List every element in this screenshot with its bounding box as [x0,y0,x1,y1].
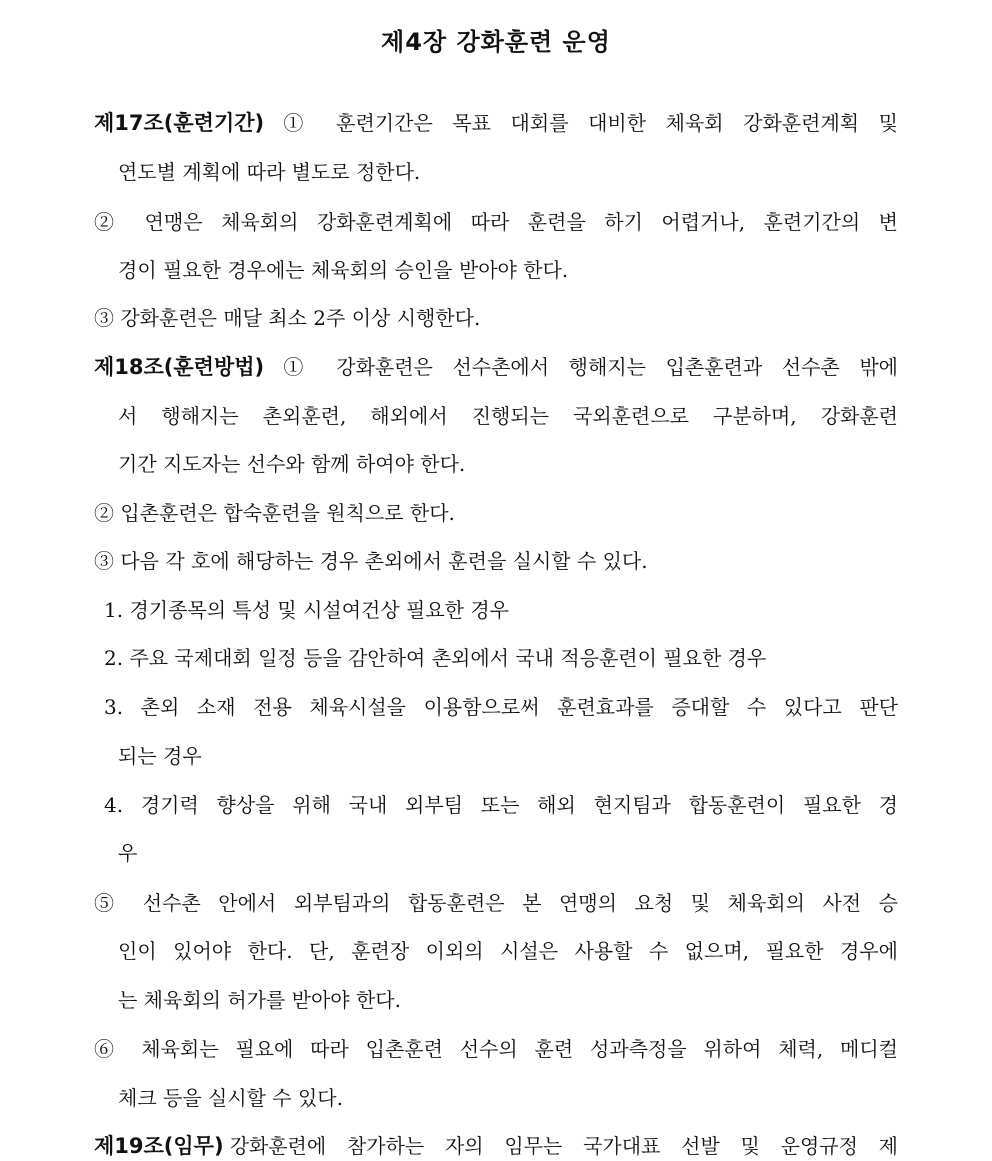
article-17-para-2: ② 연맹은 체육회의 강화훈련계획에 따라 훈련을 하기 어렵거나, 훈련기간의 변 [94,210,898,234]
article-19-para-1-text: 강화훈련에 참가하는 자의 임무는 국가대표 선발 및 운영규정 제 [229,1134,898,1158]
article-18-item-4-cont: 우 [118,841,138,865]
article-18-para-2: ② 입촌훈련은 합숙훈련을 원칙으로 한다. [94,501,455,525]
article-17-para-3: ③ 강화훈련은 매달 최소 2주 이상 시행한다. [94,306,481,330]
chapter-title: 제4장 강화훈련 운영 [381,28,611,56]
article-18-para-5-cont-1: 인이 있어야 한다. 단, 훈련장 이외의 시설은 사용할 수 없으며, 필요한 경우에 [118,939,898,963]
article-18-para-1-cont-1: 서 행해지는 촌외훈련, 해외에서 진행되는 국외훈련으로 구분하며, 강화훈련 [118,404,898,428]
article-18-item-3: 3. 촌외 소재 전용 체육시설을 이용함으로써 훈련효과를 증대할 수 있다고 판단 [104,695,898,719]
article-17-heading: 제17조(훈련기간) [94,111,265,135]
article-18-para-3: ③ 다음 각 호에 해당하는 경우 촌외에서 훈련을 실시할 수 있다. [94,549,648,573]
article-18-item-2: 2. 주요 국제대회 일정 등을 감안하여 촌외에서 국내 적응훈련이 필요한 경우 [104,646,767,670]
article-18-para-5: ⑤ 선수촌 안에서 외부팀과의 합동훈련은 본 연맹의 요청 및 체육회의 사전 승 [94,891,898,915]
article-18-para-6: ⑥ 체육회는 필요에 따라 입촌훈련 선수의 훈련 성과측정을 위하여 체력, 메디컬 [94,1037,898,1061]
article-18-para-6-cont: 체크 등을 실시할 수 있다. [118,1086,343,1110]
article-19-heading: 제19조(임무) [94,1134,224,1158]
article-17-para-1-text: ① 훈련기간은 목표 대회를 대비한 체육회 강화훈련계획 및 [270,111,898,135]
article-19-line-1 [94,1131,898,1161]
article-17-para-2-cont: 경이 필요한 경우에는 체육회의 승인을 받아야 한다. [118,258,569,282]
article-17-line-1 [94,108,898,138]
article-18-item-1: 1. 경기종목의 특성 및 시설여건상 필요한 경우 [104,598,509,622]
article-18-para-1-text: ① 강화훈련은 선수촌에서 행해지는 입촌훈련과 선수촌 밖에 [270,355,898,379]
article-18-para-5-cont-2: 는 체육회의 허가를 받아야 한다. [118,988,401,1012]
article-17-para-1-cont: 연도별 계획에 따라 별도로 정한다. [118,160,421,184]
article-18-para-1-cont-2: 기간 지도자는 선수와 함께 하여야 한다. [118,452,466,476]
article-18-item-4: 4. 경기력 향상을 위해 국내 외부팀 또는 해외 현지팀과 합동훈련이 필요한 경 [104,793,898,817]
article-18-line-1 [94,352,898,382]
article-18-heading: 제18조(훈련방법) [94,355,265,379]
article-18-item-3-cont: 되는 경우 [118,744,202,768]
